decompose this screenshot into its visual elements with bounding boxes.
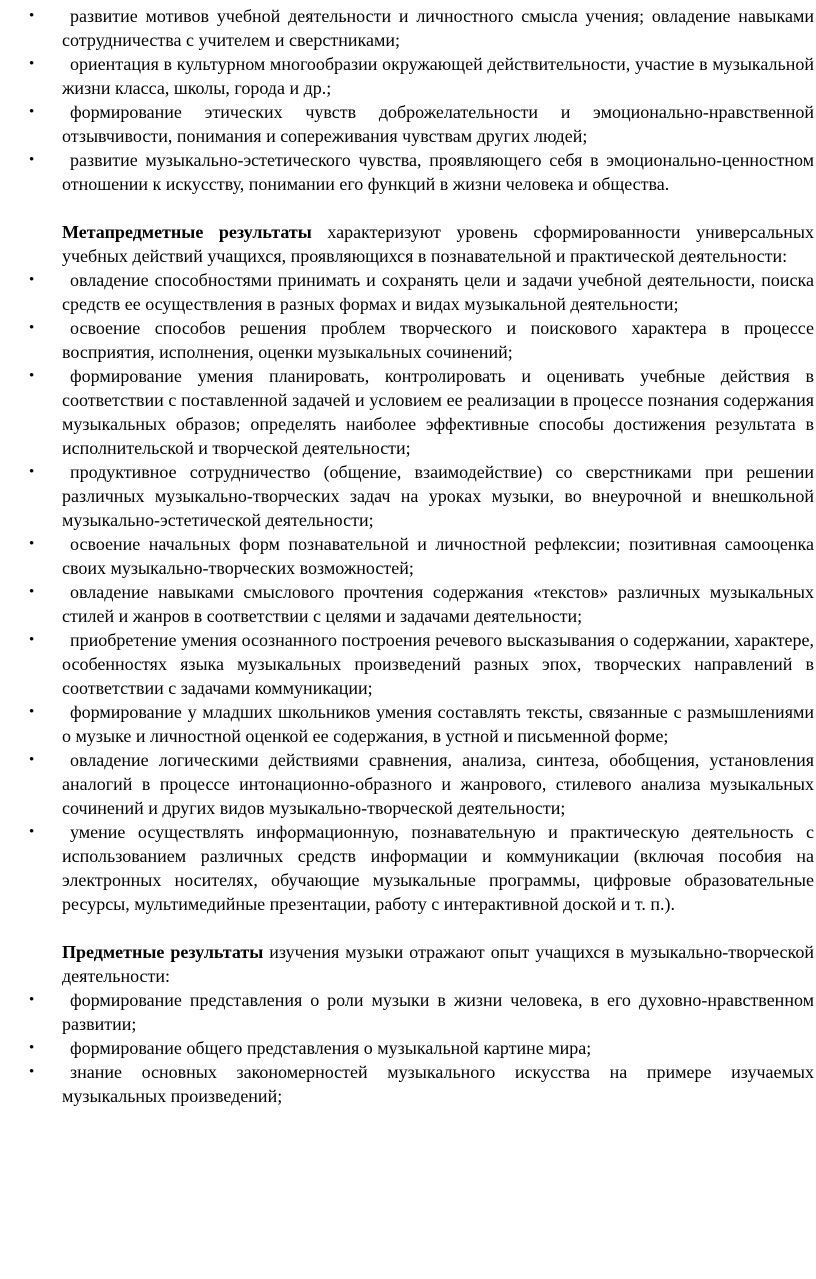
bullet-icon: • xyxy=(29,152,35,168)
list-item xyxy=(29,4,814,52)
bullet-icon: • xyxy=(29,56,35,72)
bullet-icon: • xyxy=(29,464,35,480)
bullet-icon: • xyxy=(29,1064,35,1080)
bullet-icon: • xyxy=(29,752,35,768)
list-item xyxy=(29,532,814,580)
list-item xyxy=(29,748,814,820)
list-item xyxy=(29,1060,814,1108)
list-item xyxy=(29,1036,814,1060)
metasubject-intro-paragraph xyxy=(62,220,814,268)
metasubject-results-list xyxy=(0,268,816,916)
list-item-text: развитие музыкально-эстетического чувства, проявляющего себя в эмоционально-ценностном отношении к искусству, понимании его функций в жизни человека и общества. xyxy=(62,150,814,194)
list-item xyxy=(29,316,814,364)
list-item-text: умение осуществлять информационную, познавательную и практическую деятельность с использованием различных средств информации и коммуникации (включая пособия на электронных носителях, обучающие музыкальные программы, цифровые образовательные ресурсы, мультимедийные презентации, работу с интерактивной доской и т. п.). xyxy=(62,822,814,914)
bullet-icon: • xyxy=(29,992,35,1008)
list-item xyxy=(29,820,814,916)
bullet-icon: • xyxy=(29,632,35,648)
list-item-text: формирование этических чувств доброжелательности и эмоционально-нравственной отзывчивости, понимания и сопереживания чувствам других людей; xyxy=(62,102,814,146)
list-item-text: формирование у младших школьников умения составлять тексты, связанные с размышлениями о музыке и личностной оценкой ее содержания, в устной и письменной форме; xyxy=(62,702,814,746)
metasubject-intro-text: характеризуют уровень сформированности универсальных учебных действий учащихся, проявляющихся в познавательной и практической деятельности: xyxy=(62,222,814,266)
list-item-text: формирование умения планировать, контролировать и оценивать учебные действия в соответствии с поставленной задачей и условием ее реализации в процессе познания содержания музыкальных образов; определять наиболее эффективные способы достижения результата в исполнительской и творческой деятельности; xyxy=(62,366,814,458)
list-item-text: продуктивное сотрудничество (общение, взаимодействие) со сверстниками при решении различных музыкально-творческих задач на уроках музыки, во внеурочной и внешкольной музыкально-эстетической деятельности; xyxy=(62,462,814,530)
bullet-icon: • xyxy=(29,320,35,336)
list-item-text: освоение способов решения проблем творческого и поискового характера в процессе восприятия, исполнения, оценки музыкальных сочинений; xyxy=(62,318,814,362)
bullet-icon: • xyxy=(29,8,35,24)
bullet-icon: • xyxy=(29,704,35,720)
personal-results-list xyxy=(0,4,816,196)
list-item-text: овладение логическими действиями сравнения, анализа, синтеза, обобщения, установления аналогий в процессе интонационно-образного и жанрового, стилевого анализа музыкальных сочинений и других видов музыкально-творческой деятельности; xyxy=(62,750,814,818)
list-item xyxy=(29,148,814,196)
list-item xyxy=(29,100,814,148)
list-item-text: ориентация в культурном многообразии окружающей действительности, участие в музыкальной жизни класса, школы, города и др.; xyxy=(62,54,814,98)
list-item xyxy=(29,268,814,316)
list-item-text: формирование общего представления о музыкальной картине мира; xyxy=(70,1038,592,1058)
subject-intro-paragraph xyxy=(62,940,814,988)
list-item xyxy=(29,700,814,748)
list-item xyxy=(29,988,814,1036)
list-item xyxy=(29,460,814,532)
subject-results-list xyxy=(0,988,816,1108)
list-item-text: овладение способностями принимать и сохранять цели и задачи учебной деятельности, поиска средств ее осуществления в разных формах и видах музыкальной деятельности; xyxy=(62,270,814,314)
list-item xyxy=(29,364,814,460)
subject-heading: Предметные результаты xyxy=(62,942,264,962)
bullet-icon: • xyxy=(29,368,35,384)
bullet-icon: • xyxy=(29,584,35,600)
bullet-icon: • xyxy=(29,824,35,840)
bullet-icon: • xyxy=(29,536,35,552)
list-item-text: овладение навыками смыслового прочтения содержания «текстов» различных музыкальных стилей и жанров в соответствии с целями и задачами деятельности; xyxy=(62,582,814,626)
subject-intro-text: изучения музыки отражают опыт учащихся в музыкально-творческой деятельности: xyxy=(62,942,814,986)
bullet-icon: • xyxy=(29,272,35,288)
list-item xyxy=(29,628,814,700)
bullet-icon: • xyxy=(29,1040,35,1056)
list-item-text: знание основных закономерностей музыкального искусства на примере изучаемых музыкальных произведений; xyxy=(62,1062,814,1106)
list-item-text: приобретение умения осознанного построения речевого высказывания о содержании, характере, особенностях языка музыкальных произведений разных эпох, творческих направлений в соответствии с задачами коммуникации; xyxy=(62,630,814,698)
bullet-icon: • xyxy=(29,104,35,120)
list-item-text: развитие мотивов учебной деятельности и личностного смысла учения; овладение навыками сотрудничества с учителем и сверстниками; xyxy=(62,6,814,50)
list-item-text: освоение начальных форм познавательной и личностной рефлексии; позитивная самооценка своих музыкально-творческих возможностей; xyxy=(62,534,814,578)
list-item xyxy=(29,52,814,100)
list-item-text: формирование представления о роли музыки в жизни человека, в его духовно-нравственном развитии; xyxy=(62,990,814,1034)
list-item xyxy=(29,580,814,628)
metasubject-heading: Метапредметные результаты xyxy=(62,222,312,242)
